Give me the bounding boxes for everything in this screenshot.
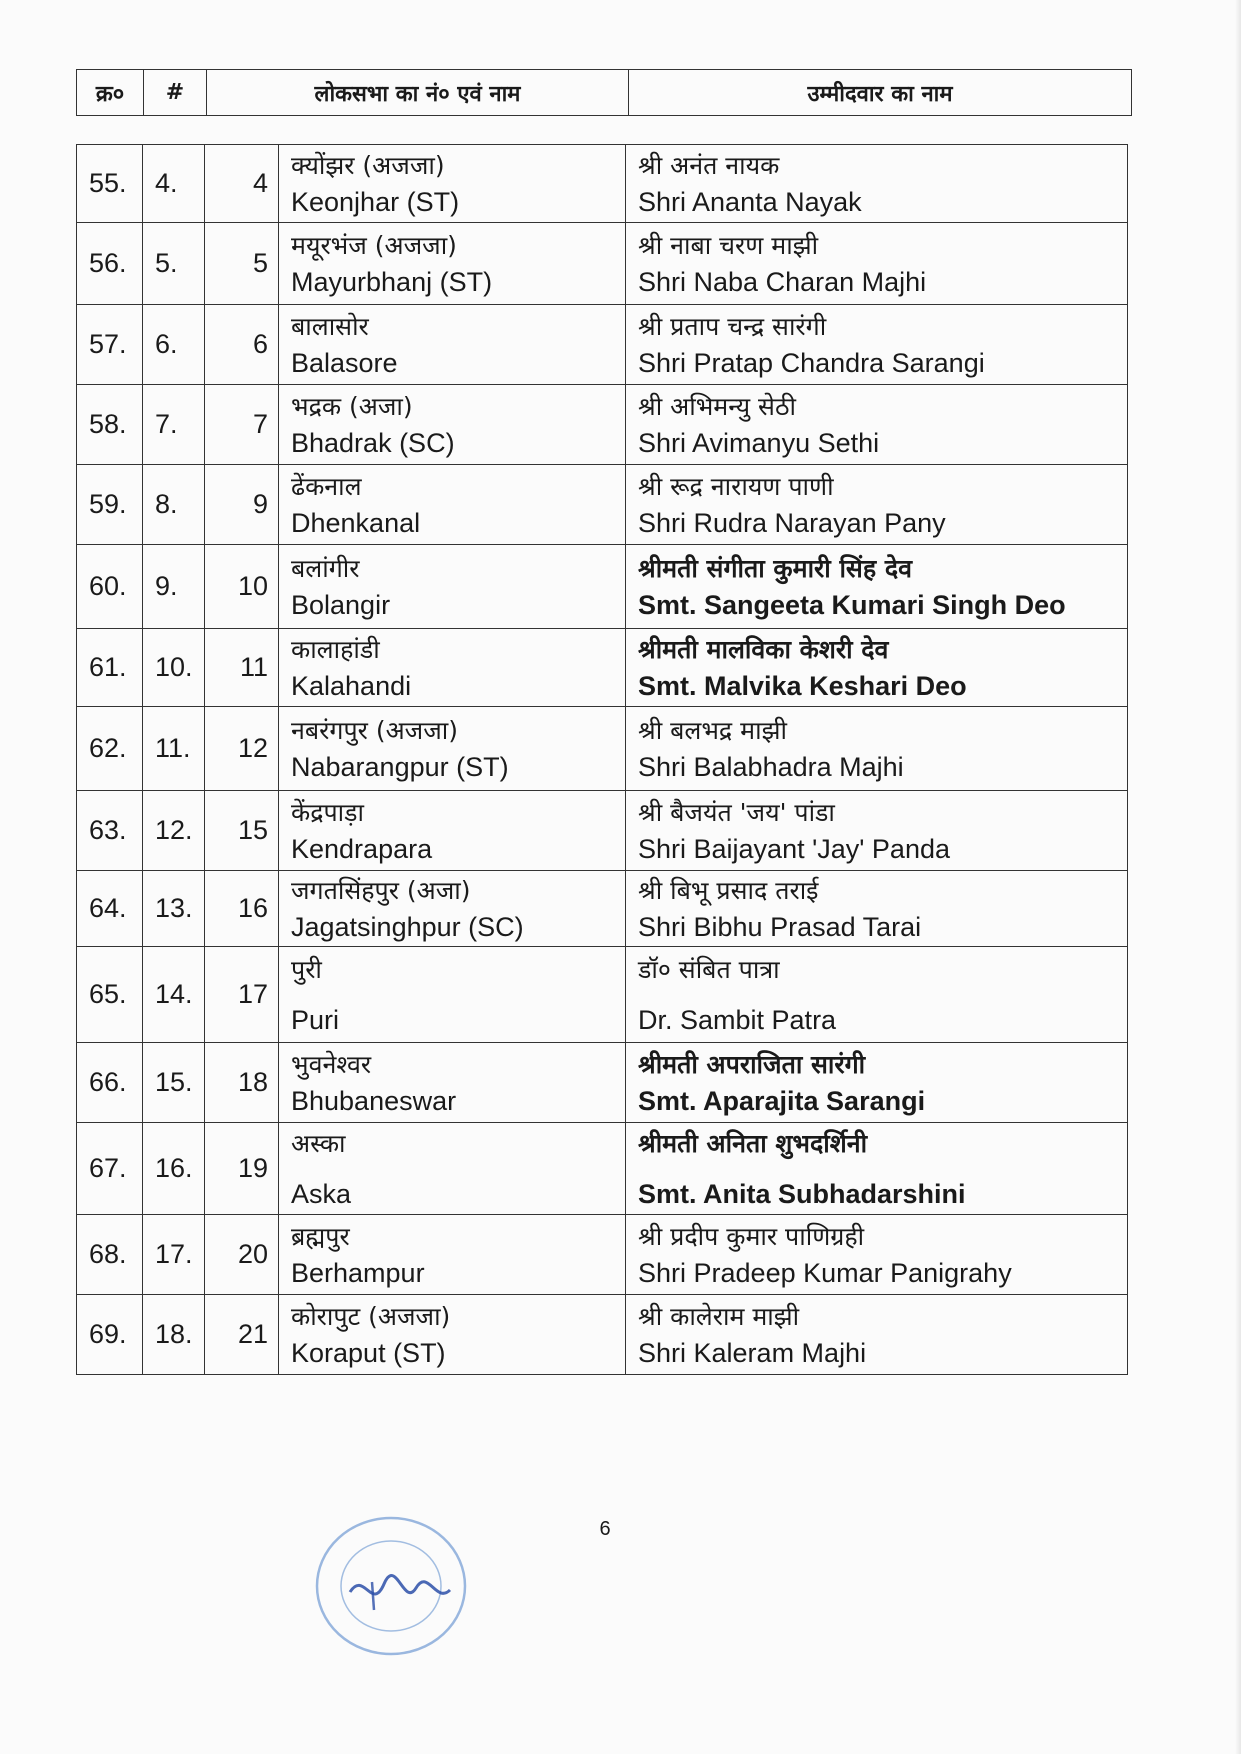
candidate-name-hindi: श्री प्रदीप कुमार पाणिग्रही: [638, 1221, 865, 1251]
candidate-name-hindi: श्री नाबा चरण माझी: [638, 230, 819, 260]
state-index-cell: 7.: [143, 385, 205, 465]
candidate-name-hindi: श्री अभिमन्यु सेठी: [638, 391, 796, 421]
candidate-name-english: Shri Bibhu Prasad Tarai: [638, 911, 922, 942]
serial-number-cell: 68.: [77, 1215, 143, 1295]
table-row: [77, 791, 1128, 871]
header-constituency: लोकसभा का नं० एवं नाम: [207, 70, 629, 116]
constituency-name-english: Aska: [291, 1178, 352, 1209]
constituency-name-english: Mayurbhanj (ST): [291, 266, 493, 297]
constituency-name-english: Balasore: [291, 347, 398, 378]
table-row: [77, 223, 1128, 305]
candidate-name-english: Smt. Anita Subhadarshini: [638, 1178, 966, 1209]
constituency-name-english: Bhubaneswar: [291, 1085, 457, 1116]
state-index-cell: 10.: [143, 629, 205, 707]
candidate-cell: [626, 1215, 1128, 1295]
state-index-cell: 11.: [143, 707, 205, 791]
state-index-cell: 6.: [143, 305, 205, 385]
constituency-cell: [279, 871, 626, 947]
candidate-name-english: Smt. Aparajita Sarangi: [638, 1085, 926, 1116]
constituency-cell: [279, 385, 626, 465]
constituency-name-hindi: ब्रह्मपुर: [291, 1221, 350, 1251]
constituency-number-cell: 12: [205, 707, 279, 791]
stamp-signature: [350, 1576, 450, 1594]
serial-number-cell: 57.: [77, 305, 143, 385]
candidate-name-english: Shri Avimanyu Sethi: [638, 427, 880, 458]
constituency-name-english: Berhampur: [291, 1257, 425, 1288]
constituency-cell: [279, 947, 626, 1043]
constituency-name-english: Bolangir: [291, 589, 391, 620]
candidate-cell: [626, 305, 1128, 385]
candidate-cell: [626, 545, 1128, 629]
constituency-number-cell: 4: [205, 145, 279, 223]
candidate-name-hindi: श्री कालेराम माझी: [638, 1301, 800, 1331]
table-row: [77, 707, 1128, 791]
constituency-name-english: Keonjhar (ST): [291, 186, 460, 217]
constituency-name-hindi: मयूरभंज (अजजा): [291, 230, 457, 260]
constituency-name-english: Puri: [291, 1004, 340, 1035]
constituency-name-hindi: कोरापुट (अजजा): [291, 1301, 451, 1331]
constituency-name-hindi: अस्का: [291, 1128, 346, 1158]
candidate-cell: [626, 947, 1128, 1043]
constituency-name-hindi: बलांगीर: [291, 553, 360, 583]
table-row: [77, 545, 1128, 629]
candidate-cell: [626, 791, 1128, 871]
constituency-name-english: Jagatsinghpur (SC): [291, 911, 524, 942]
constituency-cell: [279, 707, 626, 791]
candidate-name-english: Smt. Malvika Keshari Deo: [638, 670, 967, 701]
candidate-cell: [626, 145, 1128, 223]
constituency-number-cell: 7: [205, 385, 279, 465]
state-index-cell: 17.: [143, 1215, 205, 1295]
constituency-name-english: Dhenkanal: [291, 507, 421, 538]
constituency-number-cell: 11: [205, 629, 279, 707]
constituency-cell: [279, 1295, 626, 1375]
constituency-cell: [279, 629, 626, 707]
candidate-rows: [77, 145, 1128, 1375]
constituency-name-english: Kendrapara: [291, 833, 433, 864]
serial-number-cell: 67.: [77, 1123, 143, 1215]
constituency-name-hindi: नबरंगपुर (अजजा): [291, 715, 459, 745]
state-index-cell: 8.: [143, 465, 205, 545]
constituency-name-english: Bhadrak (SC): [291, 427, 455, 458]
candidate-name-english: Smt. Sangeeta Kumari Singh Deo: [638, 589, 1066, 620]
state-index-cell: 18.: [143, 1295, 205, 1375]
page-number: 6: [599, 1518, 611, 1540]
constituency-name-hindi: कालाहांडी: [291, 634, 380, 664]
constituency-name-hindi: जगतसिंहपुर (अजा): [291, 875, 471, 905]
candidate-name-english: Shri Ananta Nayak: [638, 186, 862, 217]
serial-number-cell: 58.: [77, 385, 143, 465]
candidate-name-hindi: डॉ० संबित पात्रा: [638, 954, 780, 984]
header-candidate: उम्मीदवार का नाम: [629, 70, 1132, 116]
state-index-cell: 14.: [143, 947, 205, 1043]
constituency-number-cell: 20: [205, 1215, 279, 1295]
stamp-signature-stroke: [372, 1582, 374, 1610]
constituency-cell: [279, 465, 626, 545]
table-row: [77, 871, 1128, 947]
candidate-name-hindi: श्री अनंत नायक: [638, 150, 780, 180]
table-row: [77, 1215, 1128, 1295]
candidate-name-hindi: श्री बैजयंत 'जय' पांडा: [638, 797, 835, 827]
constituency-cell: [279, 305, 626, 385]
table-row: [77, 1123, 1128, 1215]
candidate-name-english: Shri Rudra Narayan Pany: [638, 507, 946, 538]
constituency-name-hindi: पुरी: [291, 954, 322, 984]
state-index-cell: 16.: [143, 1123, 205, 1215]
candidate-name-english: Shri Pradeep Kumar Panigrahy: [638, 1257, 1012, 1288]
header-row: [77, 70, 1132, 116]
table-row: [77, 629, 1128, 707]
candidate-name-english: Shri Balabhadra Majhi: [638, 751, 904, 782]
state-index-cell: 13.: [143, 871, 205, 947]
serial-number-cell: 55.: [77, 145, 143, 223]
constituency-name-english: Nabarangpur (ST): [291, 751, 509, 782]
candidate-name-hindi: श्री बलभद्र माझी: [638, 715, 787, 745]
table-row: [77, 947, 1128, 1043]
constituency-name-hindi: केंद्रपाड़ा: [291, 797, 365, 827]
serial-number-cell: 65.: [77, 947, 143, 1043]
constituency-cell: [279, 223, 626, 305]
stamp-outer-ring: [317, 1518, 465, 1654]
serial-number-cell: 64.: [77, 871, 143, 947]
constituency-number-cell: 6: [205, 305, 279, 385]
constituency-number-cell: 9: [205, 465, 279, 545]
serial-number-cell: 59.: [77, 465, 143, 545]
constituency-number-cell: 18: [205, 1043, 279, 1123]
constituency-cell: [279, 791, 626, 871]
constituency-cell: [279, 145, 626, 223]
serial-number-cell: 56.: [77, 223, 143, 305]
candidate-cell: [626, 465, 1128, 545]
constituency-name-english: Koraput (ST): [291, 1337, 446, 1368]
table-row: [77, 1295, 1128, 1375]
candidate-cell: [626, 871, 1128, 947]
candidate-name-hindi: श्रीमती संगीता कुमारी सिंह देव: [638, 553, 912, 583]
constituency-name-hindi: क्योंझर (अजजा): [291, 150, 445, 180]
candidate-cell: [626, 1123, 1128, 1215]
table-row: [77, 145, 1128, 223]
constituency-cell: [279, 1215, 626, 1295]
candidate-table: [76, 144, 1128, 1375]
candidate-name-hindi: श्री प्रताप चन्द्र सारंगी: [638, 311, 827, 341]
table-row: [77, 1043, 1128, 1123]
header-serial: क्र०: [77, 70, 144, 116]
serial-number-cell: 62.: [77, 707, 143, 791]
candidate-name-english: Shri Baijayant 'Jay' Panda: [638, 833, 950, 864]
constituency-name-hindi: बालासोर: [291, 311, 369, 341]
constituency-number-cell: 10: [205, 545, 279, 629]
state-index-cell: 9.: [143, 545, 205, 629]
candidate-name-hindi: श्रीमती अपराजिता सारंगी: [638, 1049, 866, 1079]
constituency-name-hindi: भद्रक (अजा): [291, 391, 413, 421]
candidate-cell: [626, 1295, 1128, 1375]
party-office-stamp: [312, 1512, 470, 1660]
candidate-cell: [626, 707, 1128, 791]
candidate-name-hindi: श्री बिभू प्रसाद तराई: [638, 875, 819, 905]
candidate-name-hindi: श्रीमती अनिता शुभदर्शिनी: [638, 1128, 868, 1158]
table-row: [77, 305, 1128, 385]
state-index-cell: 5.: [143, 223, 205, 305]
constituency-number-cell: 17: [205, 947, 279, 1043]
candidate-cell: [626, 629, 1128, 707]
candidate-name-hindi: श्रीमती मालविका केशरी देव: [638, 634, 889, 664]
constituency-name-hindi: ढेंकनाल: [291, 471, 362, 501]
candidate-name-hindi: श्री रूद्र नारायण पाणी: [638, 471, 834, 501]
constituency-number-cell: 21: [205, 1295, 279, 1375]
serial-number-cell: 66.: [77, 1043, 143, 1123]
constituency-name-english: Kalahandi: [291, 670, 412, 701]
constituency-cell: [279, 1043, 626, 1123]
table-row: [77, 465, 1128, 545]
serial-number-cell: 69.: [77, 1295, 143, 1375]
constituency-number-cell: 15: [205, 791, 279, 871]
constituency-name-hindi: भुवनेश्वर: [291, 1049, 372, 1079]
scan-edge-shadow: [1235, 0, 1241, 1754]
serial-number-cell: 63.: [77, 791, 143, 871]
serial-number-cell: 61.: [77, 629, 143, 707]
state-index-cell: 4.: [143, 145, 205, 223]
state-index-cell: 15.: [143, 1043, 205, 1123]
candidate-cell: [626, 1043, 1128, 1123]
constituency-number-cell: 5: [205, 223, 279, 305]
candidate-name-english: Shri Pratap Chandra Sarangi: [638, 347, 985, 378]
constituency-number-cell: 16: [205, 871, 279, 947]
header-hash: #: [144, 70, 207, 116]
candidate-cell: [626, 223, 1128, 305]
candidate-cell: [626, 385, 1128, 465]
constituency-cell: [279, 545, 626, 629]
table-row: [77, 385, 1128, 465]
header-table: [76, 69, 1132, 116]
candidate-name-english: Shri Naba Charan Majhi: [638, 266, 927, 297]
candidate-name-english: Dr. Sambit Patra: [638, 1004, 837, 1035]
candidate-name-english: Shri Kaleram Majhi: [638, 1337, 867, 1368]
constituency-number-cell: 19: [205, 1123, 279, 1215]
serial-number-cell: 60.: [77, 545, 143, 629]
state-index-cell: 12.: [143, 791, 205, 871]
constituency-cell: [279, 1123, 626, 1215]
